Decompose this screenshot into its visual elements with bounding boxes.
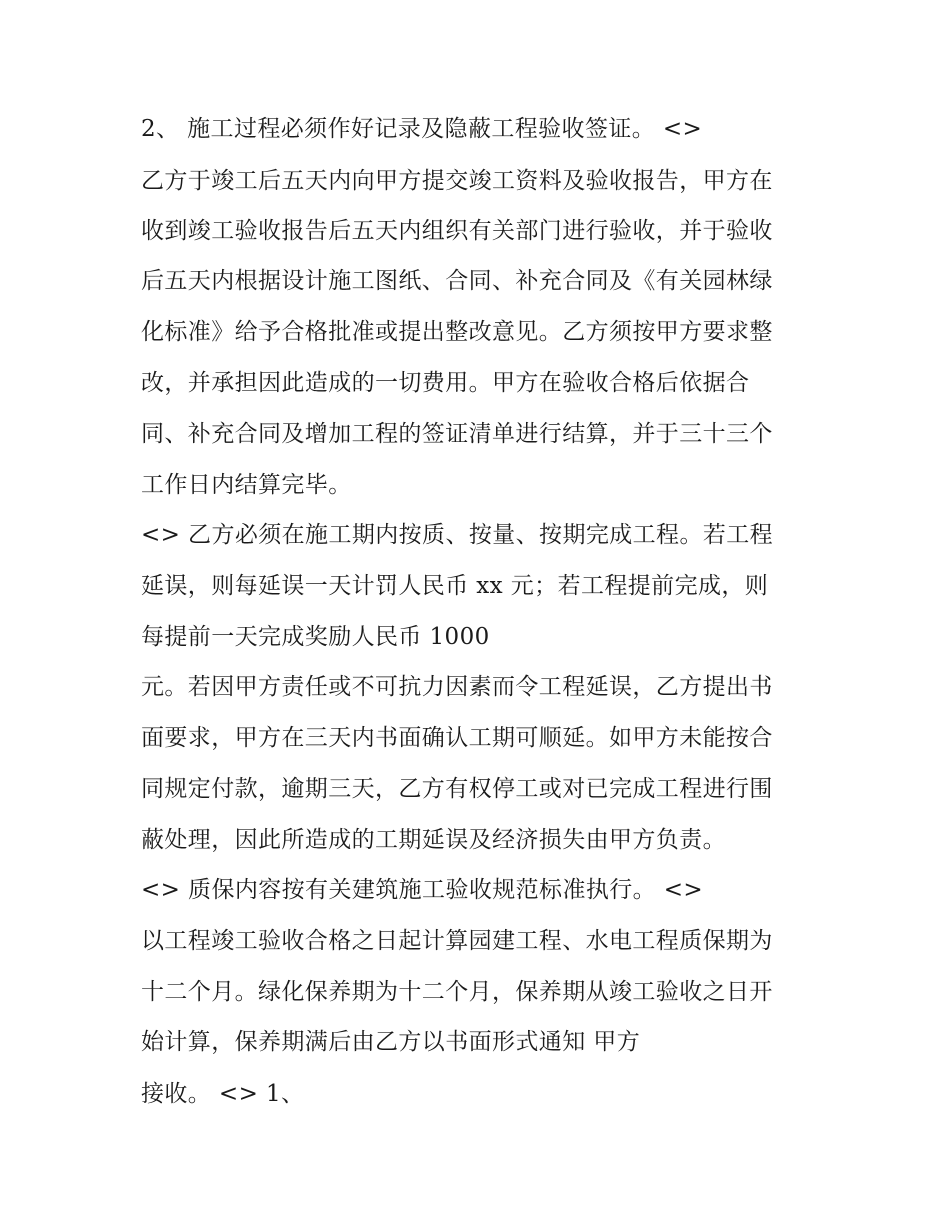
text-line: 元。若因甲方责任或不可抗力因素而令工程延误，乙方提出书 (141, 674, 773, 700)
text-line: 蔽处理，因此所造成的工期延误及经济损失由甲方负责。 (141, 827, 726, 853)
text-line: 化标准》给予合格批准或提出整改意见。乙方须按甲方要求整 (141, 319, 773, 345)
text-line: 同、补充合同及增加工程的签证清单进行结算，并于三十三个 (141, 421, 773, 447)
text-line: 同规定付款，逾期三天，乙方有权停工或对已完成工程进行围 (141, 776, 773, 802)
text-line: 始计算，保养期满后由乙方以书面形式通知 甲方 (141, 1029, 641, 1055)
text-line: 工作日内结算完毕。 (141, 472, 352, 498)
text-line: 每提前一天完成奖励人民币 1000 (141, 624, 490, 650)
text-line: 改，并承担因此造成的一切费用。甲方在验收合格后依据合 (141, 370, 750, 396)
text-line: 2、 施工过程必须作好记录及隐蔽工程验收签证。 <> (141, 116, 703, 142)
text-line: 收到竣工验收报告后五天内组织有关部门进行验收，并于验收 (141, 218, 773, 244)
text-line: <> 乙方必须在施工期内按质、按量、按期完成工程。若工程 (141, 522, 774, 548)
text-line: 以工程竣工验收合格之日起计算园建工程、水电工程质保期为 (141, 928, 773, 954)
text-line: 面要求，甲方在三天内书面确认工期可顺延。如甲方未能按合 (141, 725, 773, 751)
text-line: 十二个月。绿化保养期为十二个月，保养期从竣工验收之日开 (141, 979, 773, 1005)
text-line: <> 质保内容按有关建筑施工验收规范标准执行。 <> (141, 877, 704, 903)
text-line: 乙方于竣工后五天内向甲方提交竣工资料及验收报告，甲方在 (141, 168, 773, 194)
text-line: 接收。 <> 1、 (141, 1081, 305, 1107)
text-line: 延误，则每延误一天计罚人民币 xx 元；若工程提前完成，则 (141, 573, 769, 599)
text-line: 后五天内根据设计施工图纸、合同、补充合同及《有关园林绿 (141, 268, 773, 294)
